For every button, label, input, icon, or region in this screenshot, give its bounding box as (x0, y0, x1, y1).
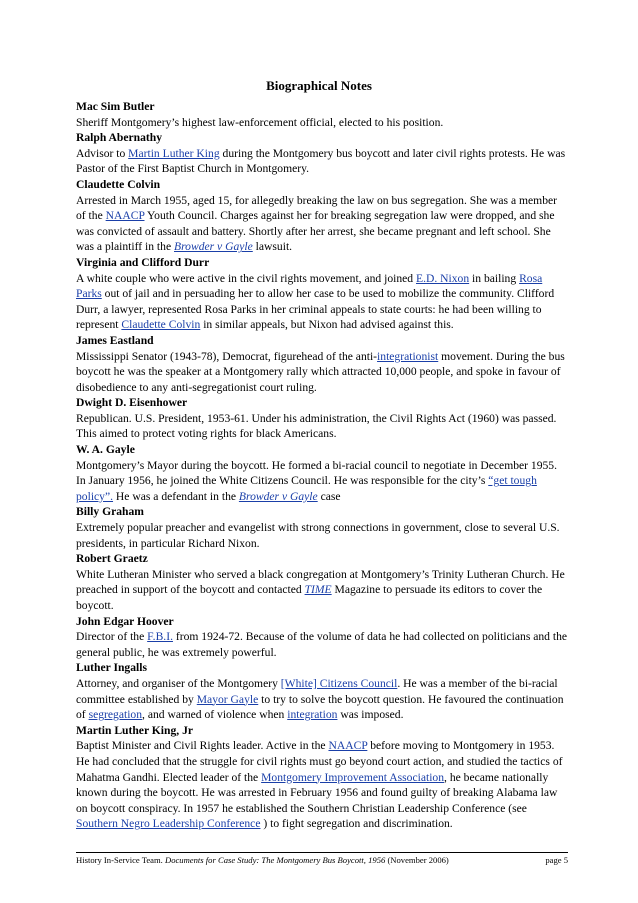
bio-text-segment: Extremely popular preacher and evangelist with strong connections in government, close to several U.S. presidents, in particular Richard Nixon. (76, 521, 560, 550)
bio-text (76, 629, 568, 660)
bio-text (76, 193, 568, 255)
bio-entry (76, 130, 568, 177)
bio-text (76, 738, 568, 832)
bio-link[interactable]: Martin Luther King (128, 146, 220, 160)
bio-link[interactable]: E.D. Nixon (416, 271, 470, 285)
bio-text-segment: movement. During the bus boycott he was the speaker at a Montgomery rally which attracted 10,000 people, and spoke in favour of disobedience to any anti-segregationist court ruling. (76, 349, 565, 394)
bio-link[interactable]: Montgomery Improvement Association (261, 770, 445, 784)
bio-link[interactable]: Browder v Gayle (174, 240, 253, 254)
bio-entry (76, 395, 568, 442)
bio-link[interactable]: Rosa Parks (76, 271, 543, 301)
bio-text-segment: from 1924-72. Because of the volume of data he had collected on politicians and the general public, he was extremely powerful. (76, 630, 568, 659)
bio-name: Virginia and Clifford Durr (76, 255, 210, 269)
footer-document-title: Documents for Case Study: The Montgomery Bus Boycott, 1956 (164, 855, 386, 865)
bio-text (76, 411, 568, 442)
bio-text (76, 349, 568, 396)
bio-name: Claudette Colvin (76, 177, 161, 191)
bio-name: Mac Sim Butler (76, 100, 155, 113)
page-number: page 5 (545, 855, 568, 865)
bio-text-segment: case (317, 489, 341, 503)
bio-link[interactable]: integration (287, 708, 338, 722)
bio-text-segment: Sheriff Montgomery’s highest law-enforcement official, elected to his position. (76, 115, 444, 129)
footer-citation (76, 855, 449, 865)
bio-name: James Eastland (76, 333, 154, 347)
bio-name: W. A. Gayle (76, 443, 135, 457)
bio-entry (76, 333, 568, 395)
bio-text (76, 520, 568, 551)
bio-text-segment: Attorney, and organiser of the Montgomery (76, 676, 281, 690)
bio-text-segment: during the Montgomery bus boycott and later civil rights protests. He was Pastor of the First Baptist Church in Montgomery. (76, 146, 566, 176)
footer-prefix: History In-Service Team. (76, 855, 165, 865)
bio-text-segment: Magazine to persuade its editors to cover the boycott. (76, 583, 543, 612)
footer-date: (November 2006) (385, 855, 449, 865)
bio-text-segment: before moving to Montgomery in 1953. He had concluded that the struggle for civil rights must go beyond court action, and studied the tactics of Mahatma Gandhi. Elected leader of the (76, 739, 563, 784)
bio-entry (76, 504, 568, 551)
bio-entry (76, 99, 568, 130)
bio-link[interactable]: Claudette Colvin (121, 318, 201, 332)
bio-link[interactable]: “get tough policy”. (76, 474, 537, 503)
bio-link[interactable]: [White] Citizens Council (280, 676, 398, 690)
bio-name: Luther Ingalls (76, 661, 147, 675)
bio-text-segment: to try to solve the boycott question. He favoured the continuation of (76, 692, 564, 722)
bio-text-segment: Director of the (76, 630, 148, 644)
bio-text-segment: ) to fight segregation and discrimination. (260, 817, 453, 831)
bio-text-segment: . He was a member of the bi-racial committee established by (76, 676, 558, 706)
bio-text-segment: Advisor to (76, 146, 129, 160)
bio-text-segment: was imposed. (337, 708, 404, 722)
bio-link[interactable]: Browder v Gayle (238, 489, 318, 503)
bio-text-segment: Youth Council. Charges against her for breaking segregation law were dropped, and she was convicted of assault and battery. Shortly after her arrest, she became pregnant and left school. She was a plaintiff in the (76, 209, 555, 254)
bio-text-segment: White Lutheran Minister who served a black congregation at Montgomery’s Trinity Lutheran Church. He preached in support of the boycott and contacted (76, 567, 565, 597)
bio-link[interactable]: NAACP (105, 209, 145, 223)
bio-text-segment: Mississippi Senator (1943-78), Democrat, figurehead of the anti- (76, 349, 378, 363)
bio-text-segment: Arrested in March 1955, aged 15, for allegedly breaking the law on bus segregation. She was a member of the (76, 193, 557, 223)
bio-text-segment: He was a defendant in the (113, 489, 239, 503)
bio-name: Robert Graetz (76, 552, 148, 566)
biography-list (76, 99, 568, 832)
bio-text-segment: Montgomery’s Mayor during the boycott. He formed a bi-racial council to negotiate in December 1955. In January 1956, he joined the White Citizens Council. He was responsible for the city’s (76, 458, 557, 488)
bio-text-segment: A white couple who were active in the civil rights movement, and joined (76, 271, 416, 285)
bio-name: Ralph Abernathy (76, 131, 163, 145)
bio-text-segment: lawsuit. (252, 240, 293, 254)
page-title: Biographical Notes (266, 78, 372, 93)
bio-text-segment: in bailing (469, 271, 520, 285)
bio-text-segment: in similar appeals, but Nixon had advised against this. (200, 318, 454, 332)
bio-name: John Edgar Hoover (76, 614, 174, 628)
bio-entry (76, 255, 568, 333)
bio-text-segment: , he became nationally known during the boycott. He was arrested in February 1956 and found guilty of breaking Alabama law on boycott conspiracy. In 1957 he established the Southern Christian Leadership Conference (see (76, 770, 558, 815)
bio-text-segment: out of jail and in persuading her to allow her case to be used to mobilize the community. Clifford Durr, a lawyer, represented Rosa Parks in her criminal appeals to state courts: he had been willing to represent (76, 287, 555, 332)
bio-text (76, 115, 568, 131)
page-footer (76, 852, 568, 865)
bio-link[interactable]: TIME (304, 583, 332, 597)
bio-link[interactable]: integrationist (377, 349, 439, 363)
bio-entry (76, 551, 568, 613)
bio-link[interactable]: F.B.I. (147, 630, 173, 644)
bio-name: Billy Graham (76, 505, 144, 519)
bio-entry (76, 614, 568, 661)
bio-text (76, 271, 568, 333)
bio-link[interactable]: Mayor Gayle (196, 692, 259, 706)
bio-text (76, 146, 568, 177)
bio-entry (76, 177, 568, 255)
bio-text (76, 676, 568, 723)
bio-name: Martin Luther King, Jr (76, 723, 194, 737)
bio-name: Dwight D. Eisenhower (76, 396, 188, 410)
bio-text-segment: Baptist Minister and Civil Rights leader. Active in the (76, 739, 329, 753)
bio-entry (76, 723, 568, 832)
bio-entry (76, 660, 568, 722)
bio-link[interactable]: segregation (88, 708, 143, 722)
bio-text-segment: Republican. U.S. President, 1953-61. Under his administration, the Civil Rights Act (1960) was passed. This aimed to protect voting rights for black Americans. (76, 411, 557, 441)
bio-link[interactable]: Southern Negro Leadership Conference (76, 817, 261, 831)
bio-entry (76, 442, 568, 504)
bio-text (76, 567, 568, 614)
bio-text (76, 458, 568, 505)
bio-link[interactable]: NAACP (328, 739, 368, 753)
bio-text-segment: , and warned of violence when (142, 708, 288, 722)
